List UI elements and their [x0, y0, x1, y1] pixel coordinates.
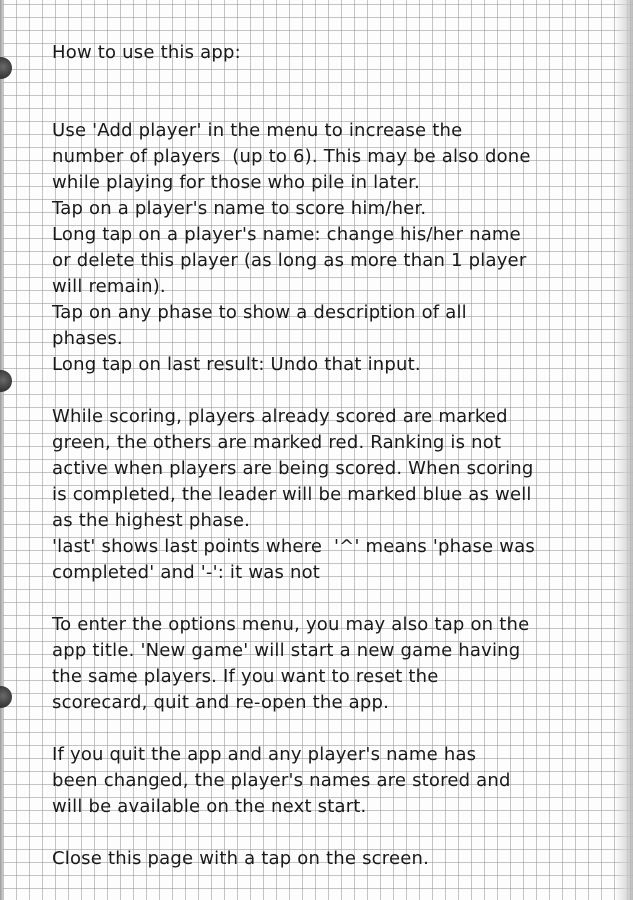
- text-line: app title. 'New game' will start a new game having: [52, 640, 521, 661]
- text-line: will be available on the next start.: [52, 796, 367, 817]
- paper-left-edge: [0, 0, 3, 900]
- text-line: active when players are being scored. When scoring: [52, 458, 534, 479]
- text-line: is completed, the leader will be marked blue as well: [52, 484, 532, 505]
- text-line: If you quit the app and any player's name has: [52, 744, 477, 765]
- text-line: Tap on any phase to show a description of all: [52, 302, 467, 323]
- help-paragraph-options: [52, 612, 622, 716]
- text-line: completed' and '-': it was not: [52, 562, 321, 583]
- text-line: While scoring, players already scored are marked: [52, 406, 508, 427]
- binder-hole-icon: [0, 57, 12, 79]
- text-line: the same players. If you want to reset the: [52, 666, 439, 687]
- text-line: or delete this player (as long as more than 1 player: [52, 250, 527, 271]
- paper-right-edge: [630, 0, 631, 900]
- text-line: phases.: [52, 328, 123, 349]
- binder-hole-icon: [0, 686, 12, 708]
- help-paragraph-storage: [52, 742, 622, 820]
- text-line: as the highest phase.: [52, 510, 251, 531]
- text-line: 'last' shows last points where '^' means 'phase was: [52, 536, 535, 557]
- text-line: been changed, the player's names are stored and: [52, 770, 511, 791]
- text-line: scorecard, quit and re-open the app.: [52, 692, 390, 713]
- text-line: Long tap on a player's name: change his/her name: [52, 224, 521, 245]
- text-line: To enter the options menu, you may also tap on the: [52, 614, 530, 635]
- help-title: How to use this app:: [52, 42, 241, 63]
- text-line: while playing for those who pile in later.: [52, 172, 420, 193]
- help-paragraph-close: [52, 846, 622, 872]
- text-line: Long tap on last result: Undo that input.: [52, 354, 421, 375]
- text-line: Use 'Add player' in the menu to increase the: [52, 120, 463, 141]
- text-line: green, the others are marked red. Ranking is not: [52, 432, 502, 453]
- text-line: will remain).: [52, 276, 166, 297]
- help-paragraph-scoring: [52, 404, 622, 586]
- help-paragraph-usage: [52, 118, 622, 378]
- text-line: Tap on a player's name to score him/her.: [52, 198, 427, 219]
- text-line: number of players (up to 6). This may be also done: [52, 146, 531, 167]
- help-text: [52, 40, 622, 872]
- binder-hole-icon: [0, 370, 12, 392]
- close-instruction: Close this page with a tap on the screen.: [52, 848, 430, 869]
